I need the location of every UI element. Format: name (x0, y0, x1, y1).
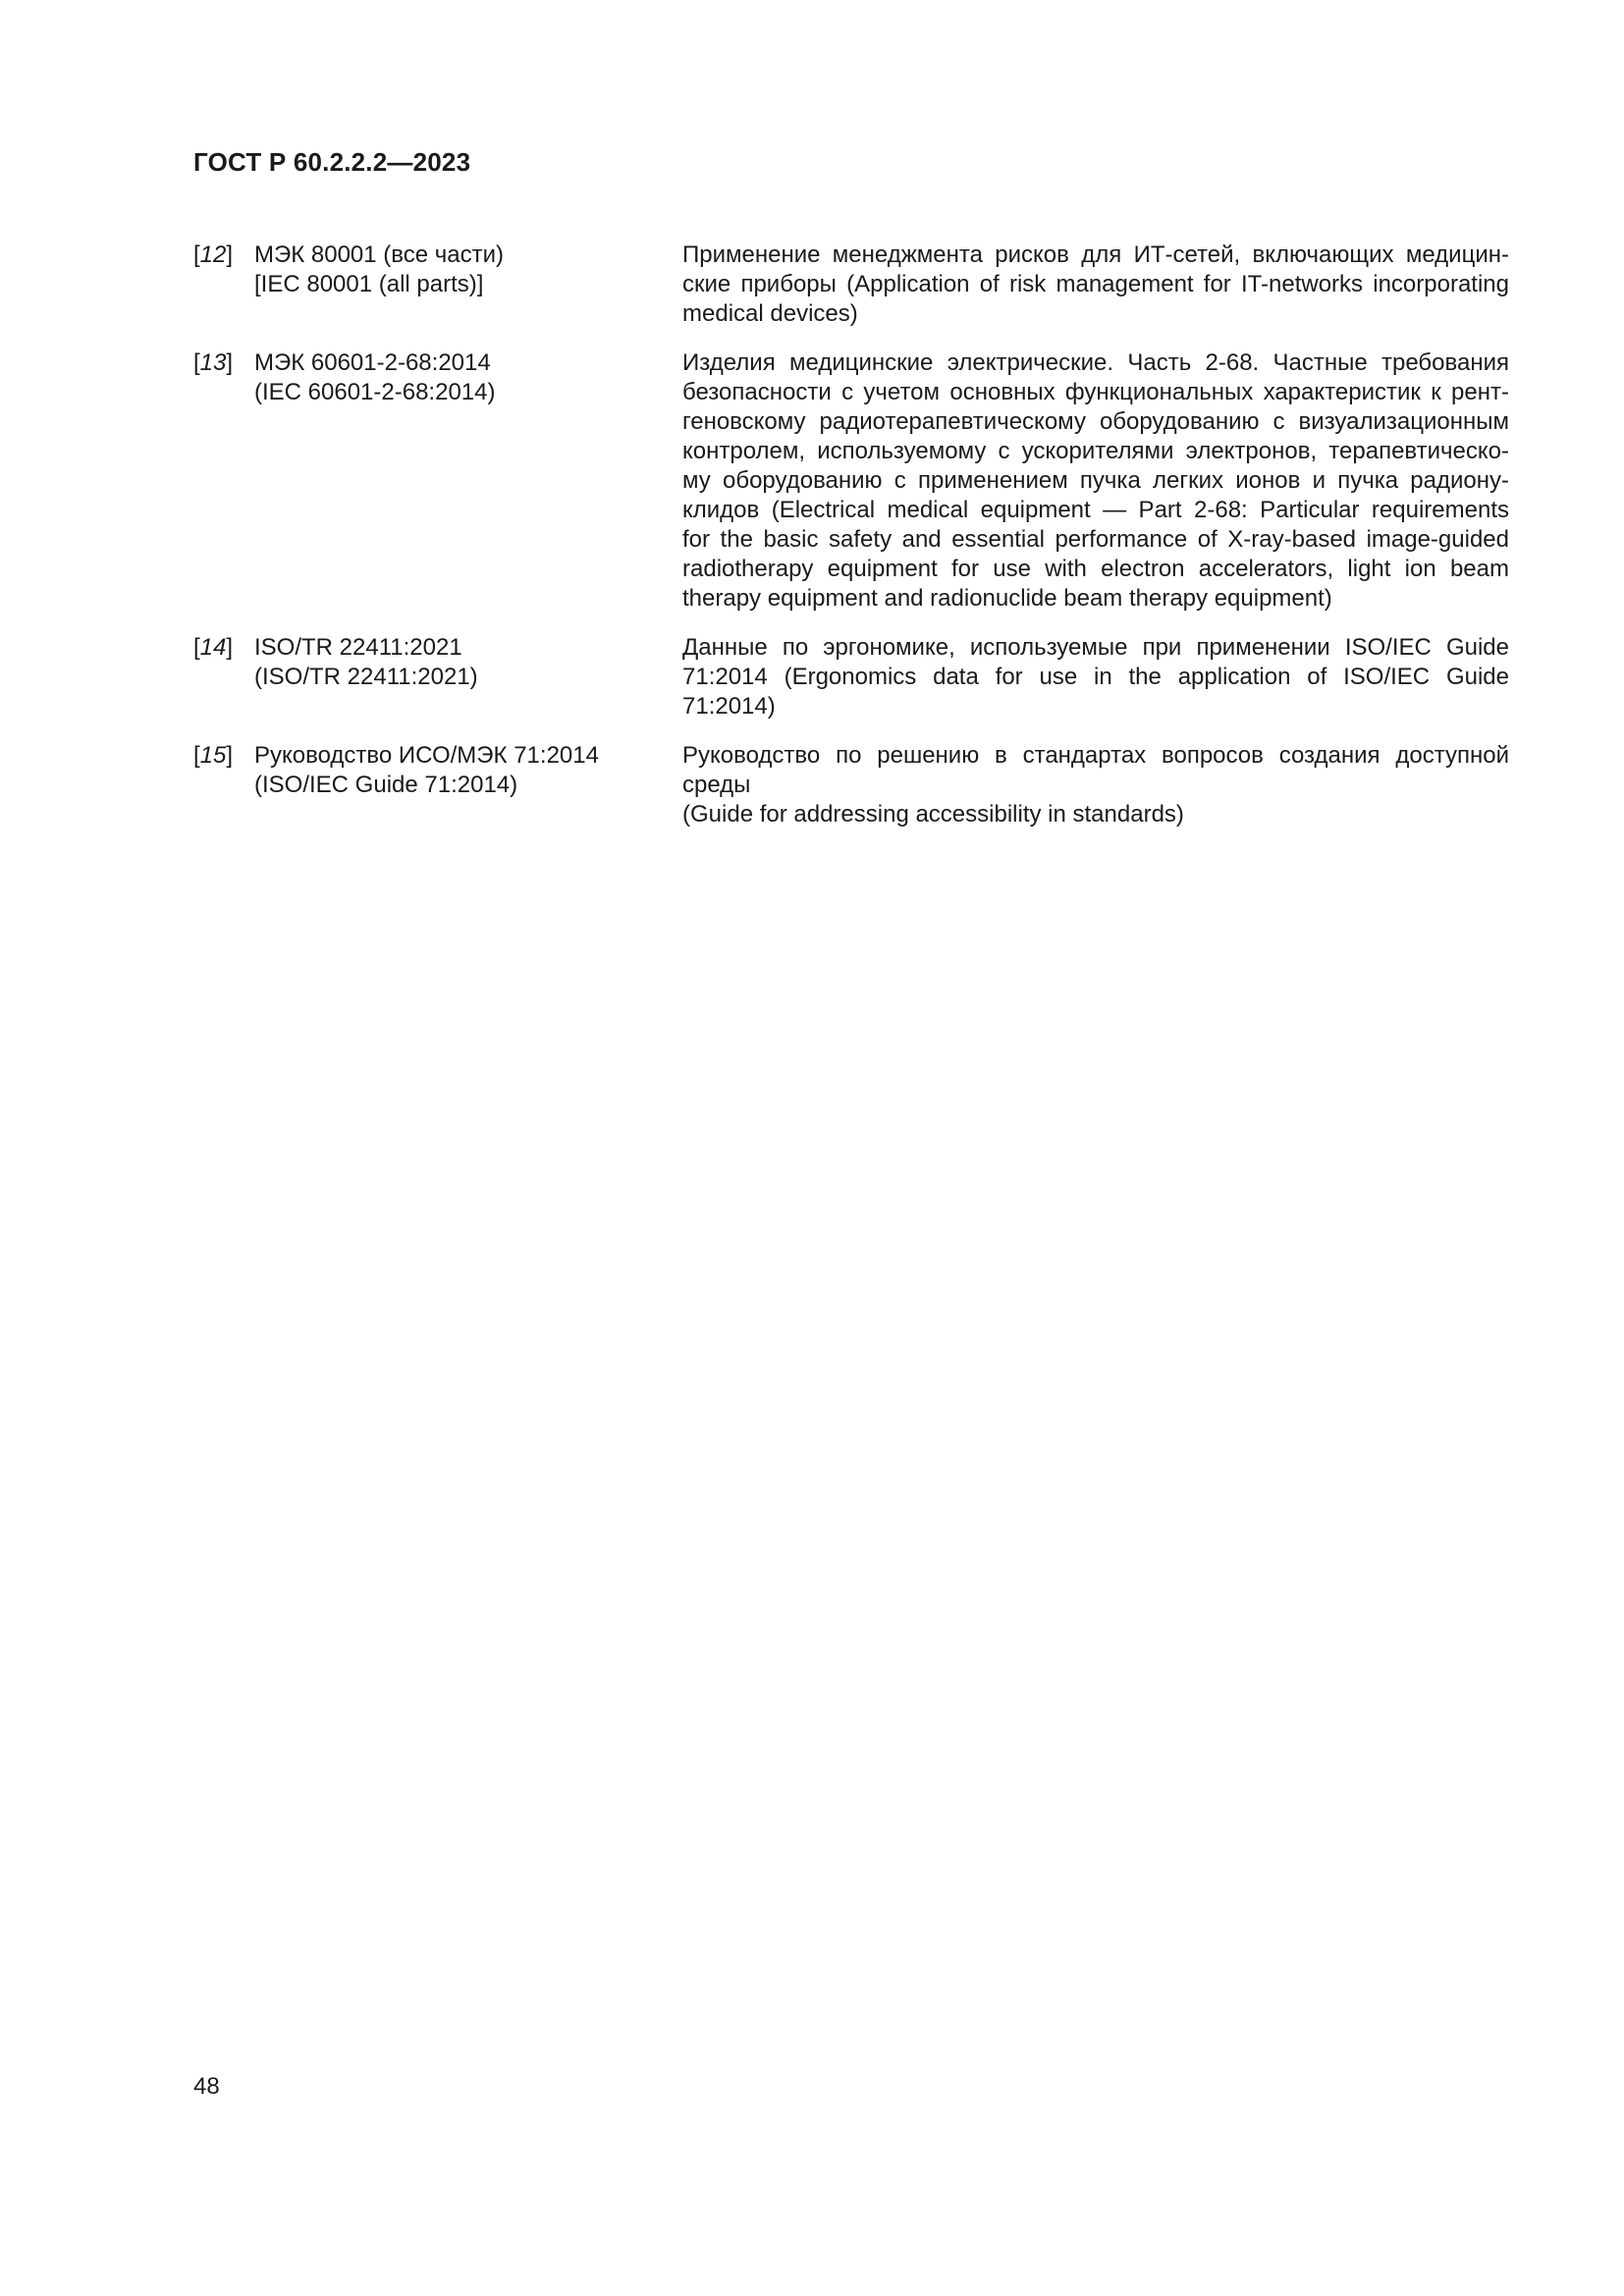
description-line: for the basic safety and essential performance of X-ray-based image-guided (682, 526, 1509, 553)
entry-code-en: [IEC 80001 (all parts)] (254, 271, 484, 297)
entry-description (682, 240, 1509, 329)
entry-code-ru: Руководство ИСО/МЭК 71:2014 (254, 742, 599, 769)
description-line: Изделия медицинские электрические. Часть 2-68. Частные требования (682, 349, 1509, 376)
description-line: therapy equipment and radionuclide beam therapy equipment) (682, 585, 1332, 612)
entry-code (254, 240, 682, 329)
entry-code (254, 633, 682, 721)
description-line: клидов (Electrical medical equipment — Part 2-68: Particular requirements (682, 497, 1509, 523)
description-line: среды (682, 772, 751, 798)
description-line: му оборудованию с применением пучка легких ионов и пучка радиону- (682, 467, 1509, 494)
description-line: 71:2014) (682, 693, 776, 720)
description-line: контролем, используемому с ускорителями электронов, терапевтическо- (682, 438, 1509, 464)
entry-code-en: (ISO/IEC Guide 71:2014) (254, 772, 518, 798)
entry-number: [13] (193, 349, 234, 376)
entry-code-en: (ISO/TR 22411:2021) (254, 664, 478, 690)
description-line: Применение менеджмента рисков для ИТ-сетей, включающих медицин- (682, 241, 1509, 268)
bibliography-entry-13 (193, 348, 1509, 614)
entry-code-ru: ISO/TR 22411:2021 (254, 634, 462, 661)
bibliography-entry-14 (193, 633, 1509, 721)
entry-number: [15] (193, 742, 234, 769)
entry-description (682, 633, 1509, 721)
entry-code-ru: МЭК 80001 (все части) (254, 241, 505, 268)
bibliography-entry-15 (193, 741, 1509, 829)
description-line: ские приборы (Application of risk management for IT-networks incorporating (682, 271, 1509, 297)
entry-description (682, 348, 1509, 614)
description-line: Руководство по решению в стандартах вопросов создания доступной (682, 742, 1509, 769)
entry-code (254, 348, 682, 614)
description-line: безопасности с учетом основных функциональных характеристик к рент- (682, 379, 1509, 405)
entry-number: [14] (193, 634, 234, 661)
document-header: ГОСТ Р 60.2.2.2—2023 (193, 147, 471, 177)
bibliography-entry-12 (193, 240, 1509, 329)
description-line: (Guide for addressing accessibility in standards) (682, 801, 1184, 828)
bibliography-list (193, 240, 1509, 849)
description-line: геновскому радиотерапевтическому оборудованию с визуализационным (682, 408, 1509, 435)
description-line: 71:2014 (Ergonomics data for use in the application of ISO/IEC Guide (682, 664, 1509, 690)
page-number: 48 (193, 2073, 220, 2100)
description-line: Данные по эргономике, используемые при применении ISO/IEC Guide (682, 634, 1509, 661)
description-line: medical devices) (682, 300, 858, 327)
description-line: radiotherapy equipment for use with electron accelerators, light ion beam (682, 556, 1509, 582)
entry-description (682, 741, 1509, 829)
entry-code (254, 741, 682, 829)
entry-code-en: (IEC 60601-2-68:2014) (254, 379, 496, 405)
entry-number: [12] (193, 241, 234, 268)
entry-code-ru: МЭК 60601-2-68:2014 (254, 349, 491, 376)
